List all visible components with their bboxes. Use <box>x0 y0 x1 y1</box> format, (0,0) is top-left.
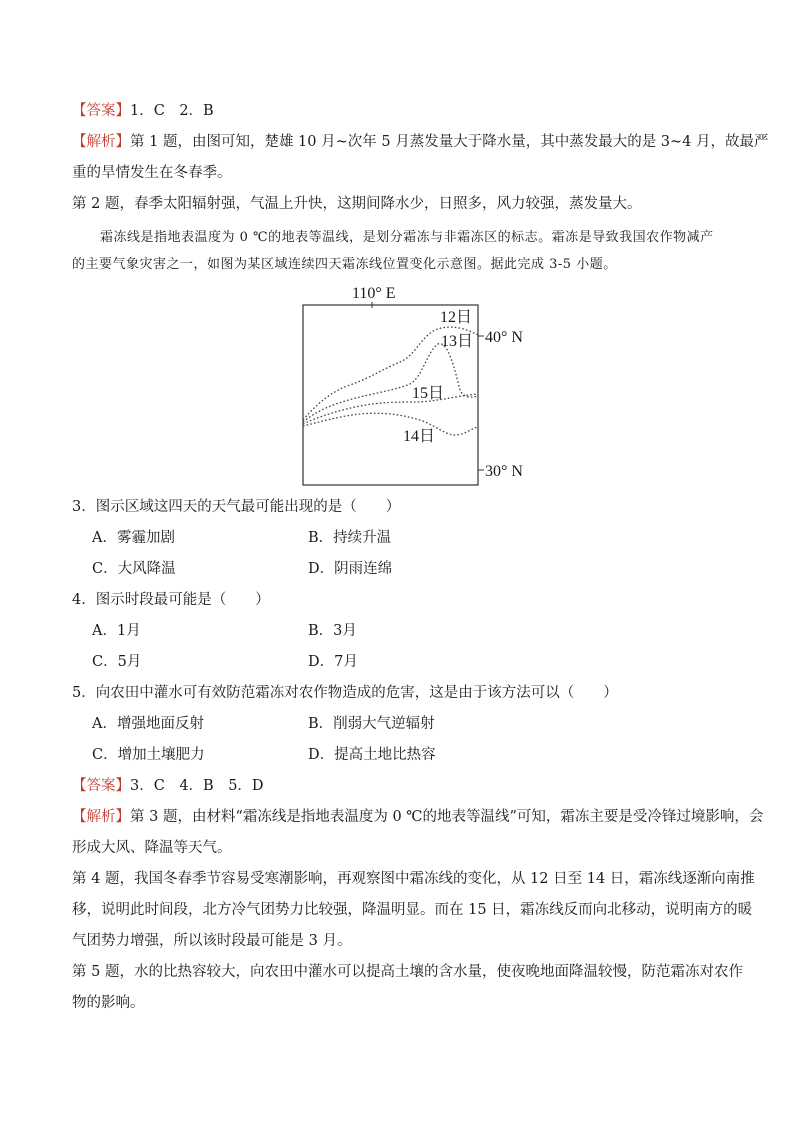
analysis-3-line1 <box>72 807 764 827</box>
label-day-14: 14日 <box>403 428 436 445</box>
answer-text: 1．C 2．B <box>130 103 214 119</box>
analysis-1-line2: 重的旱情发生在冬春季。 <box>72 165 232 181</box>
analysis-4-line2: 移，说明此时间段，北方冷气团势力比较强，降温明显。而在 15 日，霜冻线反而向北移动，说明南方的暖 <box>72 902 753 918</box>
analysis-4-line3: 气团势力增强，所以该时段最可能是 3 月。 <box>72 933 352 949</box>
longitude-label: 110° E <box>352 285 396 302</box>
question-5-option-b[interactable]: B．削弱大气逆辐射 <box>308 716 435 732</box>
question-3-option-b[interactable]: B．持续升温 <box>308 530 392 546</box>
intro-line2: 的主要气象灾害之一，如图为某区域连续四天霜冻线位置变化示意图。据此完成 3-5 小题。 <box>72 257 617 272</box>
question-4-stem: 4．图示时段最可能是（ ） <box>72 592 270 608</box>
analysis-3-line2: 形成大风、降温等天气。 <box>72 840 232 856</box>
question-5-option-d[interactable]: D．提高土地比热容 <box>308 747 436 763</box>
analysis-text: 第 1 题，由图可知，楚雄 10 月~次年 5 月蒸发量大于降水量，其中蒸发最大的是 3~4 月，故最严 <box>130 134 769 150</box>
answer-tag: 【答案】 <box>72 103 130 119</box>
question-3-option-c[interactable]: C．大风降温 <box>92 561 176 577</box>
lat-40-label: 40° N <box>485 329 523 346</box>
question-3-option-d[interactable]: D．阴雨连绵 <box>308 561 393 577</box>
analysis-4-line1: 第 4 题，我国冬春季节容易受寒潮影响，再观察图中霜冻线的变化，从 12 日至 14 日，霜冻线逐渐向南推 <box>72 871 755 887</box>
question-3-stem: 3．图示区域这四天的天气最可能出现的是（ ） <box>72 499 401 515</box>
analysis-5-line2: 物的影响。 <box>72 995 145 1011</box>
question-4-option-c[interactable]: C．5月 <box>92 654 142 670</box>
analysis-1-line1 <box>72 132 769 152</box>
lat-30-label: 30° N <box>485 463 523 480</box>
analysis-tag: 【解析】 <box>72 134 130 150</box>
intro-line1: 霜冻线是指地表温度为 0 ℃的地表等温线，是划分霜冻与非霜冻区的标志。霜冻是导致我国农作物减产 <box>100 230 714 245</box>
answer-tag: 【答案】 <box>72 778 130 794</box>
label-day-13: 13日 <box>441 333 474 350</box>
analysis-2: 第 2 题，春季太阳辐射强，气温上升快，这期间降水少，日照多，风力较强，蒸发量大。 <box>72 196 642 212</box>
label-day-15: 15日 <box>412 385 445 402</box>
frost-line-13 <box>303 344 478 422</box>
question-4-option-b[interactable]: B．3月 <box>308 623 357 639</box>
question-5-option-a[interactable]: A．增强地面反射 <box>92 716 204 732</box>
frost-line-14 <box>303 413 478 435</box>
answer-3-5 <box>72 776 732 796</box>
label-day-12: 12日 <box>440 309 473 326</box>
answer-1-2 <box>72 101 732 121</box>
question-5-stem: 5．向农田中灌水可有效防范霜冻对农作物造成的危害，这是由于该方法可以（ ） <box>72 685 618 701</box>
analysis-text: 第 3 题，由材料“霜冻线是指地表温度为 0 ℃的地表等温线”可知，霜冻主要是受冷锋过境影响，会 <box>130 809 764 825</box>
analysis-tag: 【解析】 <box>72 809 130 825</box>
question-4-option-a[interactable]: A．1月 <box>92 623 141 639</box>
map-frame <box>303 305 478 485</box>
answer-text: 3．C 4．B 5．D <box>130 778 264 794</box>
frost-line-figure <box>290 280 550 490</box>
question-3-option-a[interactable]: A．雾霾加剧 <box>92 530 175 546</box>
question-4-option-d[interactable]: D．7月 <box>308 654 358 670</box>
question-5-option-c[interactable]: C．增加土壤肥力 <box>92 747 205 763</box>
analysis-5-line1: 第 5 题，水的比热容较大，向农田中灌水可以提高土壤的含水量，使夜晚地面降温较慢，防范霜冻对农作 <box>72 964 743 980</box>
